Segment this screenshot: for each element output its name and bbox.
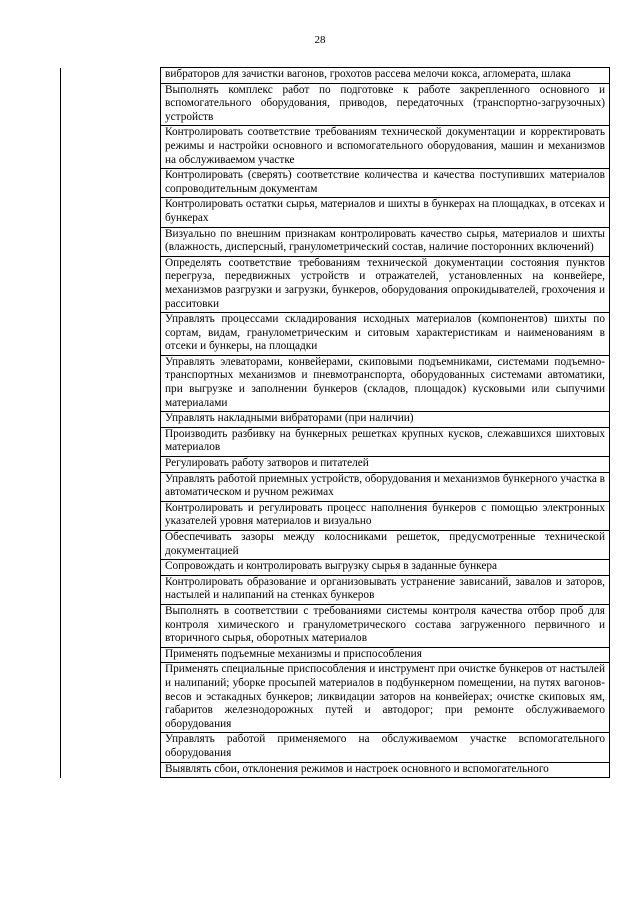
labor-action-cell [161, 604, 610, 647]
labor-action-cell [161, 68, 610, 84]
labor-action-text: Контролировать и регулировать процесс наполнения бункеров с помощью электронных указателей уровня материалов и визуально [165, 501, 605, 528]
labor-action-cell [161, 169, 610, 198]
labor-action-text: Производить разбивку на бункерных решетках крупных кусков, слежавшихся шихтовых материалов [165, 427, 605, 454]
labor-action-cell [161, 560, 610, 576]
labor-action-text: Управлять элеваторами, конвейерами, скиповыми подъемниками, системами подъемно-транспортных механизмов и пневмотранспорта, оборудованных системами автоматики, при выгрузке и заполнении бункеров (складов, площадок) кусковыми или сыпучими материалами [165, 355, 605, 409]
labor-action-text: Применять специальные приспособления и инструмент при очистке бункеров от настылей и налипаний; уборке просыпей материалов в подбункерном помещении, на путях вагонов-весов и эстакадных бункеров; ликвидации заторов на конвейерах; очистке скиповых ям, габаритов железнодорожных путей и автодорог; при ремонте обслуживаемого оборудования [165, 663, 605, 730]
labor-action-cell [161, 427, 610, 456]
labor-action-cell [161, 256, 610, 312]
labor-action-cell [161, 227, 610, 256]
labor-action-text: Выявлять сбои, отклонения режимов и настроек основного и вспомогательного [165, 762, 549, 775]
labor-action-text: Регулировать работу затворов и питателей [165, 457, 369, 470]
labor-action-text: Контролировать соответствие требованиям технической документации и корректировать режимы и настройки основного и вспомогательного оборудования, машин и механизмов на обслуживаемом участке [165, 126, 605, 166]
labor-action-cell [161, 313, 610, 356]
labor-action-cell [161, 663, 610, 733]
labor-action-text: Визуально по внешним признакам контролировать качество сырья, материалов и шихты (влажность, дисперсный, гранулометрический состав, наличие посторонних включений) [165, 227, 605, 254]
labor-action-text: Управлять накладными вибраторами (при наличии) [165, 412, 414, 425]
labor-action-cell [161, 762, 610, 778]
labor-action-cell [161, 83, 610, 126]
page-number: 28 [314, 34, 326, 46]
labor-action-cell [161, 198, 610, 227]
labor-action-text: Контролировать остатки сырья, материалов и шихты в бункерах на площадках, в отсеках и бункерах [165, 198, 605, 224]
labor-action-cell [161, 355, 610, 411]
table-body [61, 68, 610, 778]
labor-action-cell [161, 472, 610, 501]
labor-action-cell [161, 647, 610, 663]
labor-action-text: Управлять процессами складирования исходных материалов (компонентов) шихты по сортам, видам, гранулометрическим и ситовым характеристикам и наименованиям в отсеки и бункеры, на площадки [165, 313, 605, 353]
labor-action-text: Обеспечивать зазоры между колосниками решеток, предусмотренные технической документацией [165, 531, 605, 557]
labor-action-cell [161, 531, 610, 560]
labor-action-cell [161, 126, 610, 169]
labor-action-text: Применять подъемные механизмы и приспособления [165, 647, 422, 660]
labor-action-text: Управлять работой приемных устройств, оборудования и механизмов бункерного участка в автоматическом и ручном режимах [165, 472, 606, 499]
labor-action-cell [161, 457, 610, 473]
labor-action-cell [161, 733, 610, 762]
labor-action-cell [161, 412, 610, 428]
labor-action-text: Управлять работой применяемого на обслуживаемом участке вспомогательного оборудования [165, 733, 605, 759]
labor-action-text: Выполнять в соответствии с требованиями системы контроля качества отбор проб для контроля химического и гранулометрического состава загруженного первичного и вторичного сырья, оборотных материалов [165, 604, 605, 645]
labor-actions-table [60, 67, 610, 778]
labor-action-text: Контролировать образование и организовывать устранение зависаний, завалов и заторов, настылей и налипаний на стенках бункеров [165, 575, 605, 602]
labor-action-text: Контролировать (сверять) соответствие количества и качества поступивших материалов сопроводительным документам [165, 169, 605, 195]
labor-action-text: Определять соответствие требованиям технической документации состояния пунктов перегруза, передвижных устройств и отражателей, установленных на конвейере, механизмов разгрузки и загрузки, бункеров, оборудования опрокидывателей, грохочения и расситовки [165, 256, 605, 310]
labor-action-text: Сопровождать и контролировать выгрузку сырья в заданные бункера [165, 560, 498, 573]
labor-action-text: вибраторов для зачистки вагонов, грохотов рассева мелочи кокса, агломерата, шлака [165, 68, 571, 80]
function-label-cell [61, 68, 161, 778]
table-row [61, 68, 610, 84]
labor-action-cell [161, 575, 610, 604]
labor-action-cell [161, 501, 610, 530]
labor-action-text: Выполнять комплекс работ по подготовке к работе закрепленного основного и вспомогательного оборудования, приводов, передаточных (транспортно-загрузочных) устройств [165, 83, 605, 123]
